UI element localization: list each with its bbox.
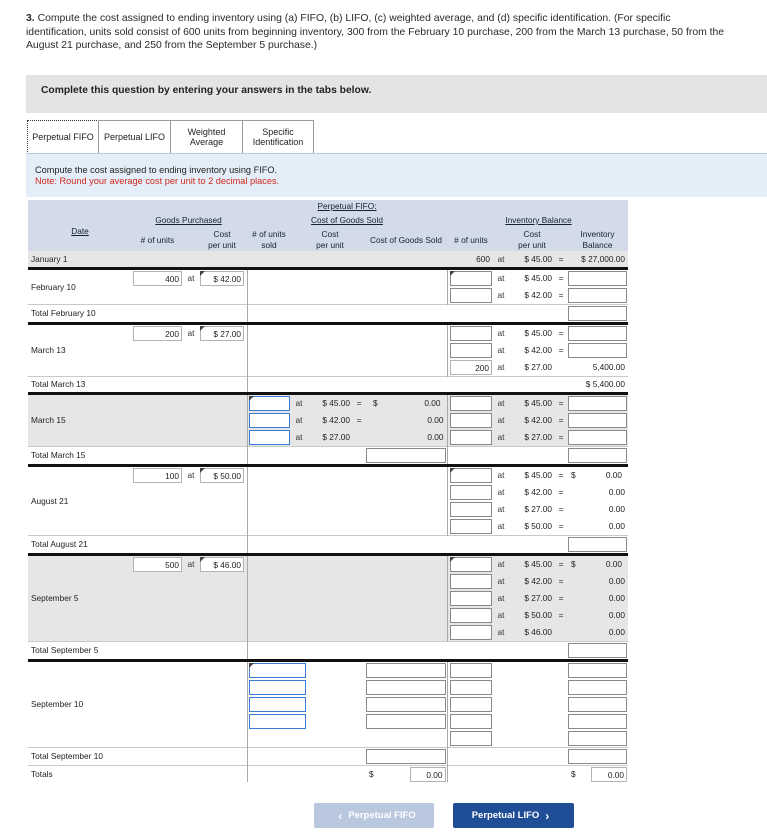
header-purchase-units: # of units [132,229,183,251]
row-date-sep5: September 5 [28,554,132,641]
header-units-sold: # of units [247,229,291,240]
aug21-balance-units-3[interactable] [450,502,492,517]
sep5-purchase-units: 500 [133,557,182,572]
sep5-purchase-cost: $ 46.00 [200,557,244,572]
mar15-units-sold-2[interactable] [249,413,291,428]
sep10-total-balance[interactable] [568,749,627,764]
aug21-balance-value-1: 0.00 [605,469,622,480]
header-date: Date [28,212,132,251]
sep10-units-sold-3[interactable] [249,697,307,712]
jan1-balance-value: $ 27,000.00 [567,251,628,268]
totals-balance: 0.00 [591,767,627,782]
instructions-panel [26,153,767,197]
mar15-balance-value-3[interactable] [568,430,627,445]
mar13-balance-value-1[interactable] [568,326,627,341]
mar13-total-balance: $ 5,400.00 [567,376,628,393]
header-inventory-per-unit: per unit [509,240,555,251]
aug21-balance-value-3: 0.00 [608,504,625,514]
row-total-mar13: Total March 13 [28,376,132,393]
aug21-balance-units-1[interactable] [450,468,492,483]
chevron-left-icon: ‹ [338,808,343,823]
row-date-aug21: August 21 [28,465,132,535]
header-cost-of-goods-sold: Cost of Goods Sold [247,212,447,229]
sep10-balance-value-1[interactable] [568,663,627,678]
sep10-cogs-1[interactable] [366,663,446,678]
next-tab-button[interactable] [453,803,574,828]
header-inventory-cost: Cost [509,229,555,240]
mar13-balance-value-2[interactable] [568,343,627,358]
row-date-jan1: January 1 [28,251,132,268]
sep10-balance-value-3[interactable] [568,697,627,712]
mar13-purchase-units: 200 [133,326,182,341]
sep10-balance-units-1[interactable] [450,663,492,678]
sep5-total-balance[interactable] [568,643,627,658]
tab-perpetual-lifo[interactable]: Perpetual LIFO [98,120,171,154]
feb10-balance-value-2[interactable] [568,288,627,303]
tab-bar [28,120,314,154]
sep5-balance-value-3: 0.00 [567,590,628,607]
sep10-balance-units-2[interactable] [450,680,492,695]
sep5-balance-units-3[interactable] [450,591,492,606]
question-number: 3. [26,13,35,24]
sep10-units-sold-1[interactable] [249,663,307,678]
aug21-purchase-cost: $ 50.00 [200,468,244,483]
instructions-main: Compute the cost assigned to ending inventory using FIFO. [35,165,278,175]
row-date-mar13: March 13 [28,323,132,376]
feb10-balance-units-1[interactable] [450,271,492,286]
row-date-mar15: March 15 [28,393,132,446]
sep10-cogs-4[interactable] [366,714,446,729]
aug21-balance-value-4: 0.00 [608,521,625,531]
sep5-balance-units-5[interactable] [450,625,492,640]
mar13-balance-units-1[interactable] [450,326,492,341]
header-purchase-per-unit: per unit [199,240,245,251]
header-inventory-balance-2: Balance [567,240,628,251]
sep10-balance-value-5[interactable] [568,731,627,746]
header-sold-per-unit: per unit [307,240,353,251]
sep10-units-sold-4[interactable] [249,714,307,729]
header-inventory-balance: Inventory Balance [449,212,628,229]
row-total-aug21: Total August 21 [28,535,132,554]
feb10-purchase-units: 400 [133,271,182,286]
next-tab-label: Perpetual LIFO [471,810,540,821]
question-body: Compute the cost assigned to ending inventory using (a) FIFO, (b) LIFO, (c) weighted average, and (d) specific identification. (For specific identification, units sold consist of 600 units from beginning inventory, 300 from the February 10 purchase, 200 from the March 13 purchase, 50 from the August 21 purchase, and 250 from the September 5 purchase.) [26,13,725,51]
mar15-balance-units-1[interactable] [450,396,492,411]
instructions-note: Note: Round your average cost per unit to 2 decimal places. [35,176,280,186]
sep10-balance-units-3[interactable] [450,697,492,712]
totals-cogs: 0.00 [410,767,446,782]
mar15-balance-value-2[interactable] [568,413,627,428]
row-total-sep10: Total September 10 [28,747,132,765]
sep10-total-cogs[interactable] [366,749,446,764]
feb10-total-balance[interactable] [568,306,627,321]
mar13-purchase-cost: $ 27.00 [200,326,244,341]
aug21-balance-units-2[interactable] [450,485,492,500]
sep5-balance-value-5: 0.00 [567,624,628,642]
mar13-balance-units-3: 200 [450,360,492,375]
row-date-feb10: February 10 [28,268,132,304]
jan1-balance-units: 600 [449,251,493,268]
aug21-balance-value-2: 0.00 [608,487,625,497]
feb10-balance-units-2[interactable] [450,288,492,303]
question-text [26,12,726,53]
row-total-feb10: Total February 10 [28,304,132,323]
header-purchase-cost: Cost [199,229,245,240]
header-units-sold-2: sold [247,240,291,251]
sep5-balance-units-1[interactable] [450,557,492,572]
sep5-balance-value-2: 0.00 [567,573,628,590]
sep10-balance-units-5[interactable] [450,731,492,746]
header-inventory-balance-1: Inventory [567,229,628,240]
header-cogs: Cost of Goods Sold [365,229,447,251]
table-title: Perpetual FIFO: [247,200,447,212]
sep10-cogs-2[interactable] [366,680,446,695]
sep5-balance-units-2[interactable] [450,574,492,589]
row-totals: Totals [28,765,132,782]
mar15-total-balance[interactable] [568,448,627,463]
sep10-units-sold-2[interactable] [249,680,307,695]
mar15-units-sold-3[interactable] [249,430,291,445]
row-total-sep5: Total September 5 [28,641,132,660]
prev-tab-label: Perpetual FIFO [348,810,416,821]
mar15-units-sold-1[interactable] [249,396,291,411]
mar15-total-cogs[interactable] [366,448,446,463]
mar15-balance-value-1[interactable] [568,396,627,411]
perpetual-fifo-table: Perpetual FIFO: Date Goods Purchased Cost of Goods Sold Inventory Balance # of units Cost # of units Cost Cost of Goods Sold # of units Cost Inventory per unit sold per unit per unit Balance January 1 600 at $ 45.00 = $ 27,000.00 February 10 400 at $ 42.00 at $ 45.00 = at $ 42.00 = Total February 10 March 13 200 at $ 27.00 at $ 45.00 = at $ 42.00 = 200 at $ 27.00 5,400.00 Total March 13 $ 5,400.00 March 15 at $ 45.00 = $ 0.00 at $ 45.00 = at $ 42.00 = 0.00 at $ 42.00 = at $ 27.00 0.00 at $ 27.00 = Total March 15 August 21 100 at $ 50.00 at $ 45.00 = $ 0.00 at $ 42.00 = 0.00 at $ 27.00 = 0.00 at $ 50.00 = 0.00 Total August 21 September 5 500 at $ 46.00 at $ 45.00 = $ 0.00 at $ 42.00 = 0.00 at $ 27.00 = 0.00 at $ 50.00 = 0.00 at $ 46.00 0.00 Total September 5 September 10 Total September 10 Totals $ 0.00 $ 0.00 [28,200,628,782]
mar13-balance-units-2[interactable] [450,343,492,358]
sep10-balance-value-4[interactable] [568,714,627,729]
instruction-banner: Complete this question by entering your answers in the tabs below. [26,75,767,113]
row-date-sep10: September 10 [28,660,132,747]
header-inventory-units: # of units [449,229,493,251]
aug21-purchase-units: 100 [133,468,182,483]
mar15-cogs-3: 0.00 [365,429,447,447]
mar15-cogs-1: 0.00 [424,397,441,408]
prev-tab-button[interactable] [314,803,434,828]
mar15-balance-units-2[interactable] [450,413,492,428]
mar15-cogs-2: 0.00 [365,412,447,429]
tab-perpetual-fifo[interactable]: Perpetual FIFO [27,120,99,154]
sep10-balance-units-4[interactable] [450,714,492,729]
sep5-balance-units-4[interactable] [450,608,492,623]
sep5-balance-value-4: 0.00 [567,607,628,624]
header-goods-purchased: Goods Purchased [132,212,245,229]
mar13-balance-value-3: 5,400.00 [592,362,625,372]
chevron-right-icon: › [545,808,550,823]
tab-specific-identification[interactable]: Specific Identification [242,120,314,154]
aug21-total-balance[interactable] [568,537,627,552]
feb10-purchase-cost: $ 42.00 [200,271,244,286]
mar15-balance-units-3[interactable] [450,430,492,445]
feb10-balance-value-1[interactable] [568,271,627,286]
row-total-mar15: Total March 15 [28,446,132,465]
jan1-balance-cost: $ 45.00 [509,251,555,268]
sep5-balance-value-1: 0.00 [605,558,622,569]
sep10-balance-value-2[interactable] [568,680,627,695]
sep10-cogs-3[interactable] [366,697,446,712]
header-sold-cost: Cost [307,229,353,240]
tab-weighted-average[interactable]: Weighted Average [170,120,243,154]
aug21-balance-units-4[interactable] [450,519,492,534]
